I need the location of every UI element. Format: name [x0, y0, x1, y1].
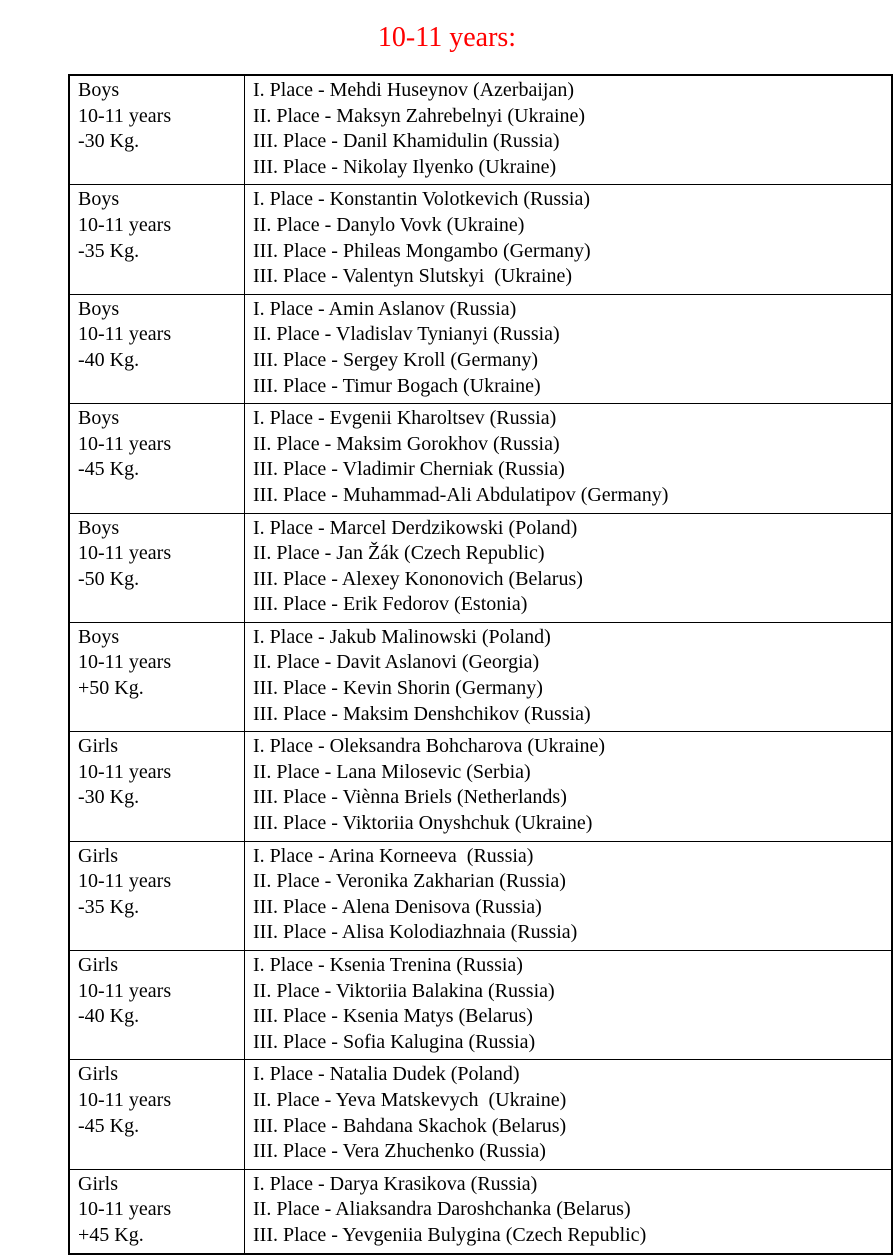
places-cell: [245, 75, 893, 185]
place-line: I. Place - Arina Korneeva (Russia): [253, 844, 534, 867]
results-table: [68, 74, 893, 1255]
place-line: I. Place - Jakub Malinowski (Poland): [253, 625, 551, 648]
category-cell: [69, 513, 245, 622]
place-line: III. Place - Nikolay Ilyenko (Ukraine): [253, 155, 557, 178]
table-row: [69, 1060, 892, 1169]
place-line: III. Place - Kevin Shorin (Germany): [253, 677, 543, 700]
group-label: Boys: [78, 625, 120, 648]
table-row: [69, 75, 892, 185]
weight-label: -40 Kg.: [78, 1005, 140, 1028]
weight-label: -40 Kg.: [78, 348, 140, 371]
place-line: III. Place - Viktoriia Onyshchuk (Ukraine): [253, 812, 593, 835]
place-line: II. Place - Davit Aslanovi (Georgia): [253, 651, 540, 674]
group-label: Boys: [78, 297, 120, 320]
category-cell: [69, 404, 245, 513]
place-line: I. Place - Natalia Dudek (Poland): [253, 1063, 520, 1086]
places-cell: [245, 513, 893, 622]
weight-label: -45 Kg.: [78, 458, 140, 481]
group-label: Boys: [78, 188, 120, 211]
category-cell: [69, 622, 245, 731]
group-label: Girls: [78, 735, 118, 758]
age-label: 10-11 years: [78, 651, 172, 674]
category-cell: [69, 75, 245, 185]
place-line: III. Place - Danil Khamidulin (Russia): [253, 130, 560, 153]
place-line: III. Place - Alisa Kolodiazhnaia (Russia): [253, 921, 578, 944]
place-line: II. Place - Aliaksandra Daroshchanka (Belarus): [253, 1198, 631, 1221]
place-line: I. Place - Oleksandra Bohcharova (Ukraine): [253, 735, 606, 758]
places-cell: [245, 1169, 893, 1253]
weight-label: +50 Kg.: [78, 677, 144, 700]
place-line: II. Place - Maksim Gorokhov (Russia): [253, 432, 560, 455]
place-line: I. Place - Ksenia Trenina (Russia): [253, 954, 523, 976]
table-row: [69, 294, 892, 403]
age-label: 10-11 years: [78, 542, 172, 565]
age-label: 10-11 years: [78, 979, 172, 1002]
group-label: Girls: [78, 1063, 118, 1086]
page-title: 10-11 years:: [377, 22, 517, 53]
places-cell: [245, 951, 893, 1060]
table-row: [69, 185, 892, 294]
place-line: III. Place - Erik Fedorov (Estonia): [253, 593, 528, 616]
age-label: 10-11 years: [78, 1088, 172, 1111]
category-cell: [69, 294, 245, 403]
category-cell: [69, 841, 245, 950]
age-label: 10-11 years: [78, 213, 172, 236]
category-cell: [69, 1169, 245, 1253]
group-label: Girls: [78, 844, 118, 867]
weight-label: -50 Kg.: [78, 567, 140, 590]
category-cell: [69, 185, 245, 294]
results-table-body: [69, 75, 892, 1254]
places-cell: [245, 841, 893, 950]
age-label: 10-11 years: [78, 870, 172, 893]
place-line: I. Place - Evgenii Kharoltsev (Russia): [253, 407, 557, 430]
place-line: III. Place - Vladimir Cherniak (Russia): [253, 458, 565, 481]
table-row: [69, 951, 892, 1060]
places-cell: [245, 294, 893, 403]
place-line: I. Place - Mehdi Huseynov (Azerbaijan): [253, 79, 574, 101]
place-line: III. Place - Ksenia Matys (Belarus): [253, 1005, 533, 1028]
place-line: I. Place - Konstantin Volotkevich (Russia): [253, 188, 590, 211]
place-line: III. Place - Valentyn Slutskyi (Ukraine): [253, 265, 572, 288]
place-line: III. Place - Bahdana Skachok (Belarus): [253, 1114, 567, 1137]
weight-label: -45 Kg.: [78, 1114, 140, 1137]
table-row: [69, 1169, 892, 1253]
weight-label: -35 Kg.: [78, 239, 140, 262]
weight-label: -35 Kg.: [78, 895, 140, 918]
place-line: III. Place - Vera Zhuchenko (Russia): [253, 1140, 546, 1163]
group-label: Girls: [78, 954, 118, 976]
place-line: II. Place - Veronika Zakharian (Russia): [253, 870, 566, 893]
place-line: II. Place - Maksyn Zahrebelnyi (Ukraine): [253, 104, 586, 127]
weight-label: -30 Kg.: [78, 786, 140, 809]
place-line: II. Place - Vladislav Tynianyi (Russia): [253, 323, 560, 346]
age-label: 10-11 years: [78, 323, 172, 346]
age-label: 10-11 years: [78, 432, 172, 455]
places-cell: [245, 1060, 893, 1169]
table-row: [69, 841, 892, 950]
places-cell: [245, 185, 893, 294]
category-cell: [69, 1060, 245, 1169]
group-label: Boys: [78, 516, 120, 539]
place-line: II. Place - Viktoriia Balakina (Russia): [253, 979, 555, 1002]
table-row: [69, 404, 892, 513]
age-label: 10-11 years: [78, 760, 172, 783]
category-cell: [69, 951, 245, 1060]
place-line: III. Place - Maksim Denshchikov (Russia): [253, 702, 591, 725]
place-line: III. Place - Phileas Mongambo (Germany): [253, 239, 591, 262]
table-row: [69, 732, 892, 841]
age-label: 10-11 years: [78, 104, 172, 127]
place-line: III. Place - Timur Bogach (Ukraine): [253, 374, 541, 397]
place-line: III. Place - Sofia Kalugina (Russia): [253, 1030, 536, 1053]
place-line: III. Place - Yevgeniia Bulygina (Czech Republic): [253, 1223, 647, 1246]
group-label: Boys: [78, 79, 120, 101]
places-cell: [245, 622, 893, 731]
place-line: III. Place - Alena Denisova (Russia): [253, 895, 542, 918]
weight-label: -30 Kg.: [78, 130, 140, 153]
place-line: III. Place - Sergey Kroll (Germany): [253, 348, 539, 371]
table-row: [69, 513, 892, 622]
place-line: III. Place - Viènna Briels (Netherlands): [253, 786, 567, 809]
category-cell: [69, 732, 245, 841]
table-row: [69, 622, 892, 731]
weight-label: +45 Kg.: [78, 1223, 144, 1246]
places-cell: [245, 404, 893, 513]
age-label: 10-11 years: [78, 1198, 172, 1221]
group-label: Boys: [78, 407, 120, 430]
place-line: II. Place - Danylo Vovk (Ukraine): [253, 213, 525, 236]
places-cell: [245, 732, 893, 841]
place-line: I. Place - Marcel Derdzikowski (Poland): [253, 516, 578, 539]
place-line: II. Place - Lana Milosevic (Serbia): [253, 760, 531, 783]
place-line: I. Place - Darya Krasikova (Russia): [253, 1172, 538, 1195]
place-line: I. Place - Amin Aslanov (Russia): [253, 297, 517, 320]
place-line: II. Place - Yeva Matskevych (Ukraine): [253, 1088, 567, 1111]
place-line: III. Place - Alexey Kononovich (Belarus): [253, 567, 583, 590]
place-line: II. Place - Jan Žák (Czech Republic): [253, 542, 545, 565]
group-label: Girls: [78, 1172, 118, 1195]
place-line: III. Place - Muhammad-Ali Abdulatipov (Germany): [253, 483, 669, 506]
